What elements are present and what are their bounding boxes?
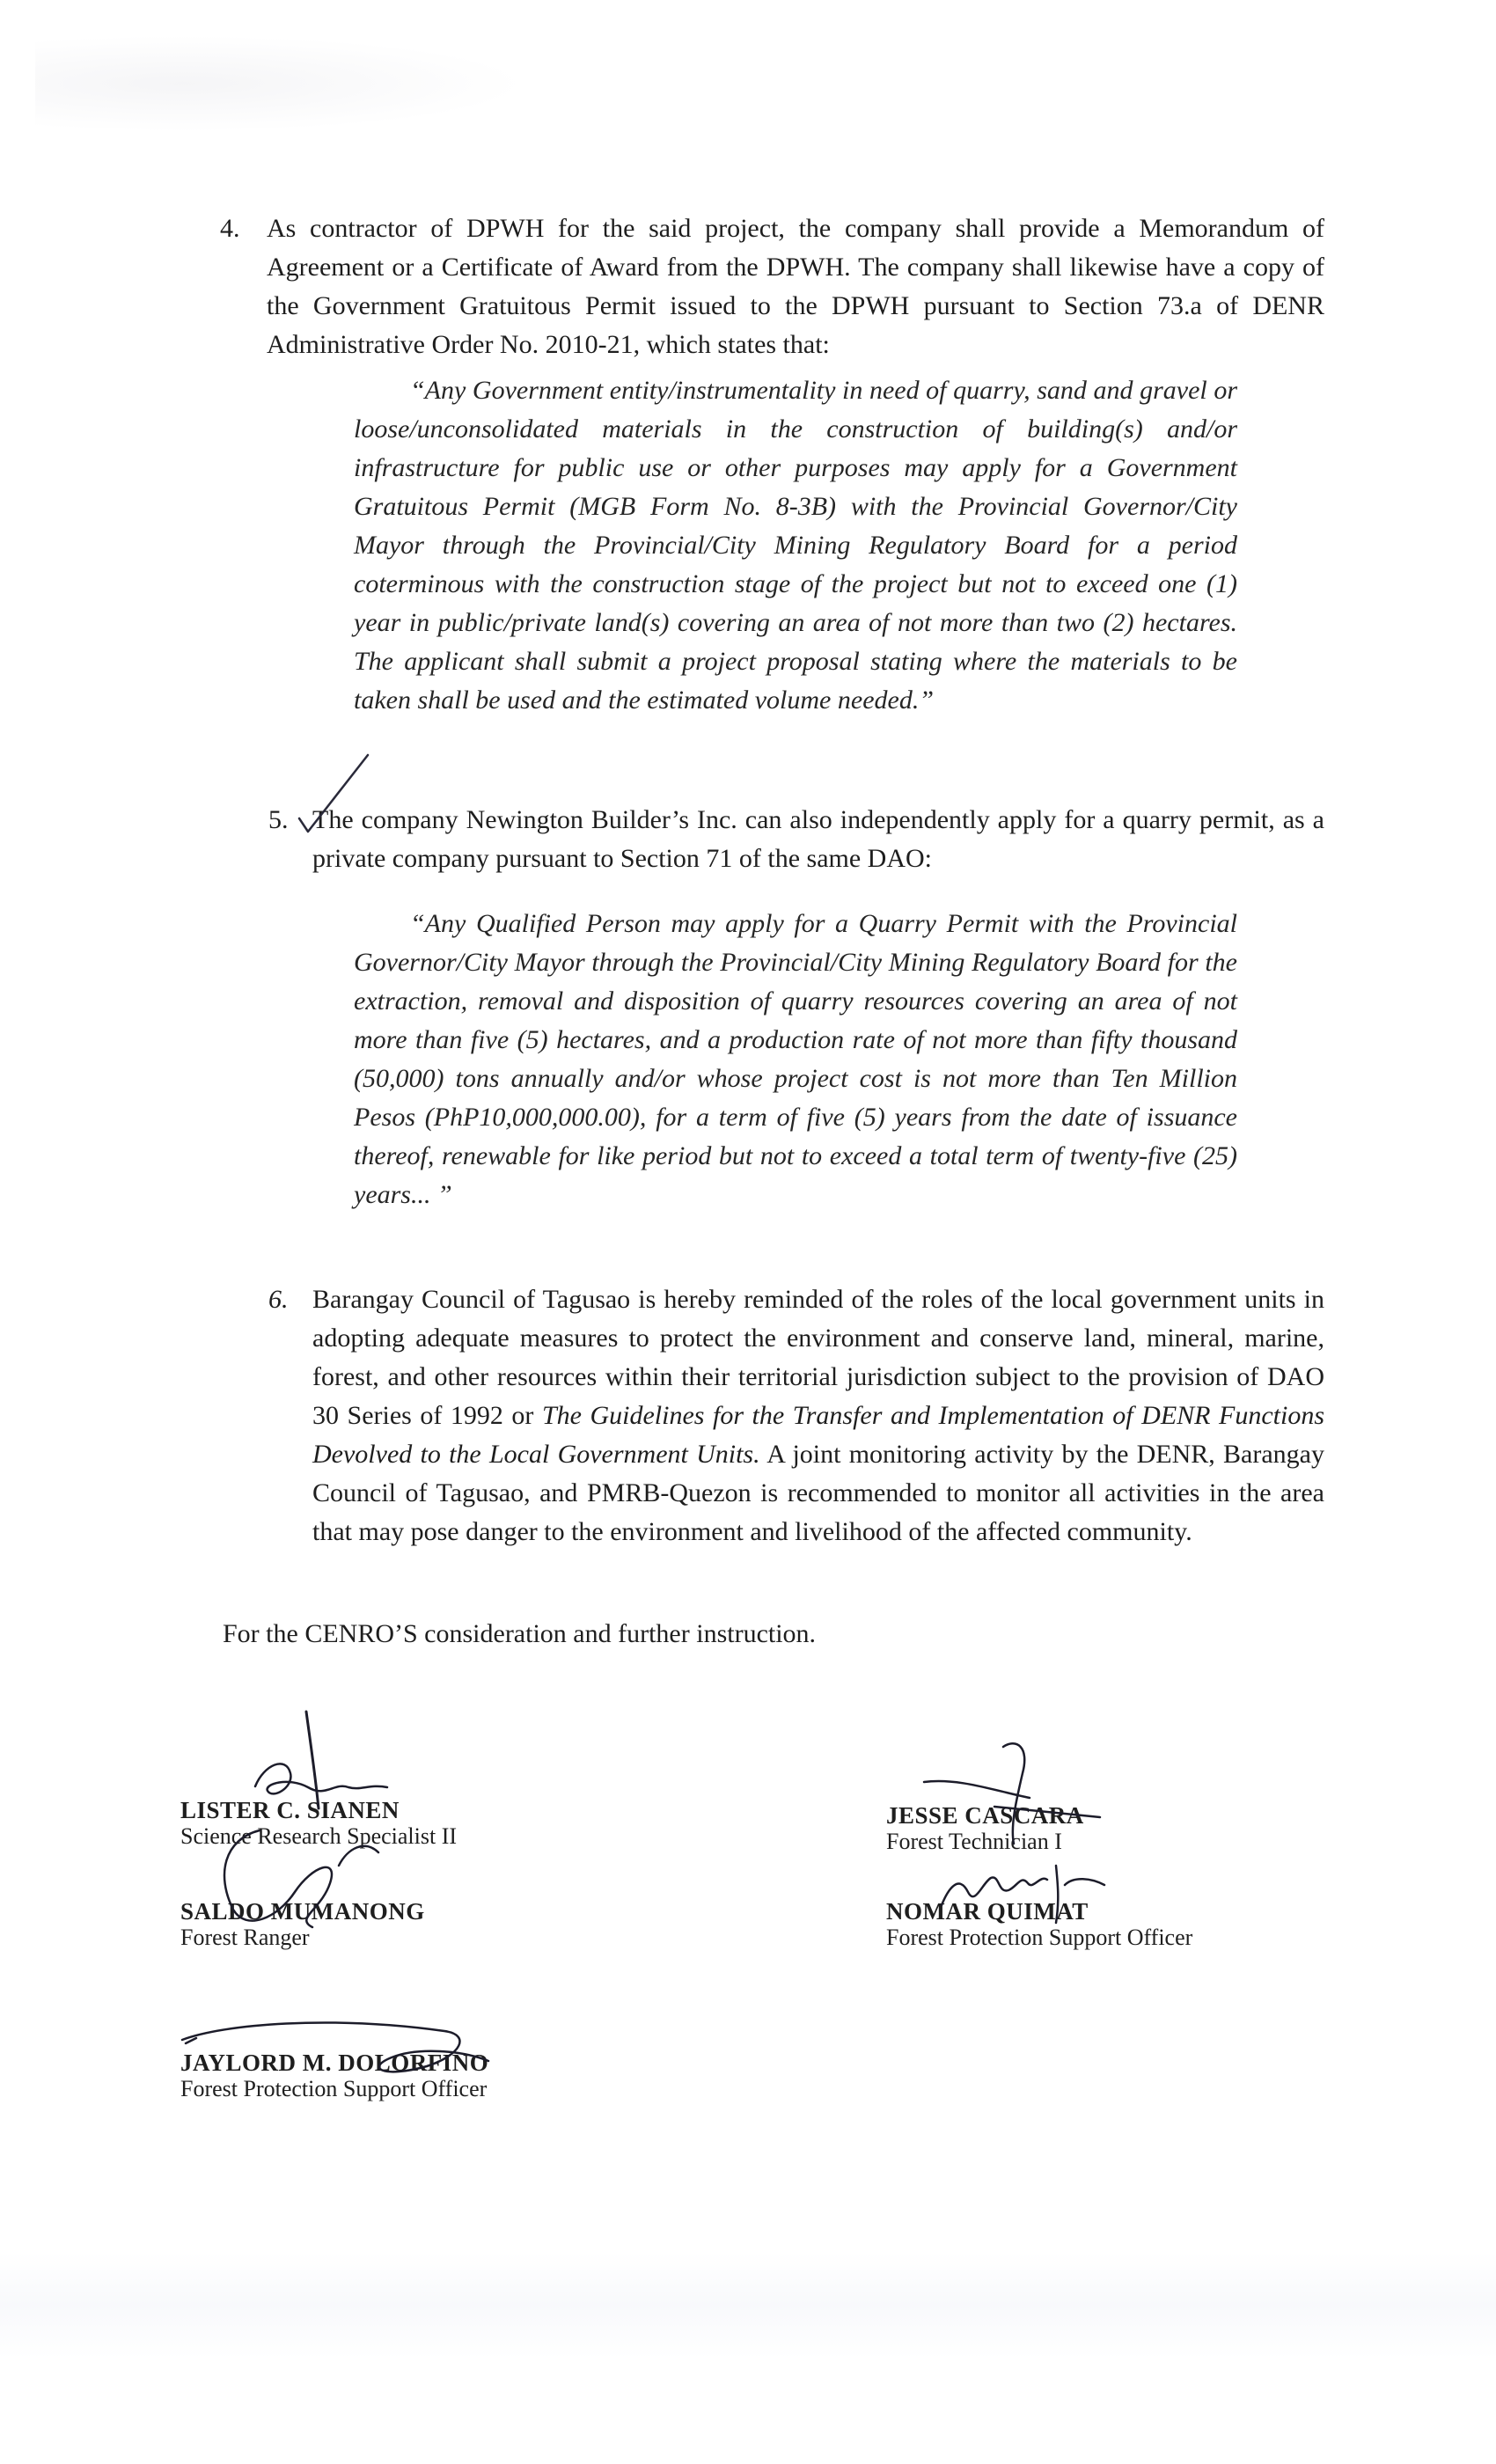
item-6-text-before: Barangay Council of Tagusao is hereby reminded of the roles of the local government units in adopting adequate measures to protect the environment and conserve land, mineral, marine, forest, and other resources within their territorial jurisdiction subject to the provision of DAO 30 Series of 1992 or: [312, 1285, 1324, 1430]
item-4-quote: [354, 371, 1237, 720]
item-5-text: The company Newington Builder’s Inc. can also independently apply for a quarry permit, as a private company pursuant to Section 71 of the same DAO:: [312, 805, 1324, 873]
scan-smudge: [35, 35, 528, 132]
signatory-lister-name: LISTER C. SIANEN: [180, 1797, 400, 1823]
item-4-quote-text: “Any Government entity/instrumentality in need of quarry, sand and gravel or loose/unconsolidated materials in the construction of building(s) and/or infrastructure for public use or other purposes may apply for a Government Gratuitous Permit (MGB Form No. 8-3B) with the Provincial Governor/City Mayor through the Provincial/City Mining Regulatory Board for a period coterminous with the construction stage of the project but not to exceed one (1) year in public/private land(s) covering an area of not more than two (2) hectares. The applicant shall submit a project proposal stating where the materials to be taken shall be used and the estimated volume needed.”: [354, 376, 1237, 715]
signatory-jesse-name: JESSE CASCARA: [886, 1802, 1084, 1829]
signatory-lister-role: Science Research Specialist II: [180, 1823, 458, 1849]
item-6-text-italic: The Guidelines for the Transfer and Implementation of DENR Functions Devolved to the Local Government Units.: [312, 1401, 1325, 1469]
signatory-jaylord: [180, 2050, 488, 2102]
signatory-jesse: [886, 1802, 1084, 1855]
signatory-jaylord-role: Forest Protection Support Officer: [180, 2076, 488, 2101]
scan-band: [0, 2253, 1496, 2358]
signatory-saldo: [180, 1898, 425, 1951]
item-5-number: 5.: [268, 805, 289, 834]
signatory-jesse-role: Forest Technician I: [886, 1829, 1062, 1854]
item-4-text: As contractor of DPWH for the said project, the company shall provide a Memorandum of Agreement or a Certificate of Award from the DPWH. The company shall likewise have a copy of the Government Gratuitous Permit issued to the DPWH pursuant to Section 73.a of DENR Administrative Order No. 2010-21, which states that:: [267, 214, 1324, 359]
item-6-text-after: A joint monitoring activity by the DENR, Barangay Council of Tagusao, and PMRB-Quezon is recommended to monitor all activities in the area that may pose danger to the environment and livelihood of the affected community.: [312, 1440, 1324, 1546]
signatory-nomar: [886, 1898, 1192, 1951]
item-6-number: 6.: [268, 1285, 289, 1314]
signatory-saldo-name: SALDO MUMANONG: [180, 1898, 425, 1925]
signatory-nomar-name: NOMAR QUIMAT: [886, 1898, 1089, 1925]
signatory-jaylord-name: JAYLORD M. DOLORFINO: [180, 2050, 489, 2076]
item-6-text: [312, 1280, 1324, 1551]
item-5-quote-text: “Any Qualified Person may apply for a Quarry Permit with the Provincial Governor/City Mayor through the Provincial/City Mining Regulatory Board for the extraction, removal and disposition of quarry resources covering an area of not more than five (5) hectares, and a production rate of not more than fifty thousand (50,000) tons annually and/or whose project cost is not more than Ten Million Pesos (PhP10,000,000.00), for a term of five (5) years from the date of issuance thereof, renewable for like period but not to exceed a total term of twenty-five (25) years... ”: [354, 909, 1237, 1209]
closing-line: For the CENRO’S consideration and further instruction.: [223, 1619, 817, 1648]
signatory-lister: [180, 1797, 457, 1850]
signatory-nomar-role: Forest Protection Support Officer: [886, 1925, 1193, 1950]
item-4-number: 4.: [220, 214, 240, 243]
signatory-saldo-role: Forest Ranger: [180, 1925, 310, 1950]
item-5-quote: [354, 905, 1237, 1214]
